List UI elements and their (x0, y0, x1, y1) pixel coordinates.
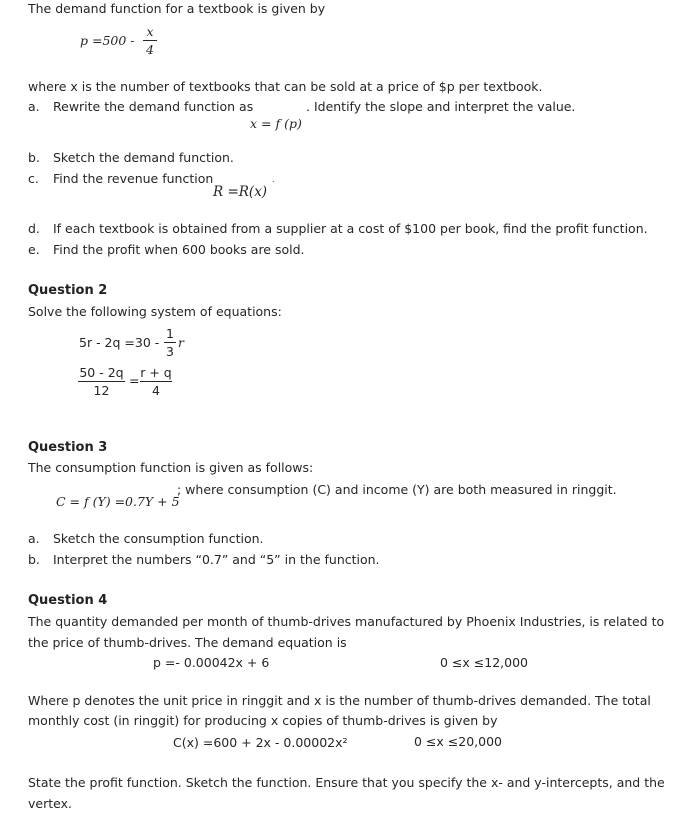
q3-consumption-equation: C = f (Y) =0.7Y + 5 (56, 494, 180, 509)
q1-a-label: a. (28, 99, 40, 114)
q1-e-label: e. (28, 242, 40, 257)
q2-eq2-right-denominator: 4 (152, 383, 160, 398)
q4-para1-line1: The quantity demanded per month of thumb-drives manufactured by Phoenix Industries, is related to (28, 614, 665, 629)
q1-where-text: where x is the number of textbooks that can be sold at a price of $p per textbook. (28, 79, 543, 94)
q4-demand-domain: 0 ≤x ≤12,000 (440, 655, 528, 670)
q1-a-math: x = f (p) (250, 116, 302, 131)
q2-eq2-right-fraction (140, 365, 172, 398)
q3-heading: Question 3 (28, 440, 108, 455)
q2-eq2-equals: = (129, 373, 140, 388)
q3-intro: The consumption function is given as follows: (28, 460, 314, 475)
q2-eq1-denominator: 3 (166, 344, 174, 359)
q4-heading: Question 4 (28, 593, 108, 608)
q1-intro: The demand function for a textbook is given by (28, 1, 326, 16)
q4-para3-line1: State the profit function. Sketch the function. Ensure that you specify the x- and y-intercepts, and the (28, 775, 665, 790)
q1-d-text: If each textbook is obtained from a supplier at a cost of $100 per book, find the profit function. (53, 221, 648, 236)
q3-equation-suffix: ; where consumption (C) and income (Y) are both measured in ringgit. (177, 482, 617, 497)
q2-eq2-left-fraction (78, 365, 125, 398)
q2-eq1-fraction (164, 326, 176, 359)
q3-b-text: Interpret the numbers “0.7” and “5” in the function. (53, 552, 380, 567)
q1-demand-lhs: p =500 - (80, 33, 135, 48)
q2-eq1-rhs: r (178, 335, 184, 350)
q2-eq1-lhs: 5r - 2q =30 - (79, 335, 160, 350)
q2-intro: Solve the following system of equations: (28, 304, 282, 319)
q1-b-text: Sketch the demand function. (53, 150, 234, 165)
q4-para2-line1: Where p denotes the unit price in ringgit and x is the number of thumb-drives demanded. The total (28, 693, 651, 708)
q1-fraction-denominator: 4 (146, 42, 154, 57)
q4-cost-equation: C(x) =600 + 2x - 0.00002x² (173, 735, 348, 750)
q1-a-text-2: . Identify the slope and interpret the value. (306, 99, 576, 114)
q4-demand-equation: p =- 0.00042x + 6 (153, 655, 270, 670)
q4-cost-domain: 0 ≤x ≤20,000 (414, 734, 502, 749)
q3-a-text: Sketch the consumption function. (53, 531, 264, 546)
q1-c-label: c. (28, 171, 39, 186)
q1-c-text: Find the revenue function (53, 171, 214, 186)
q1-d-label: d. (28, 221, 40, 236)
q1-c-math: R =R(x) (213, 184, 268, 200)
q2-eq1-numerator: 1 (166, 326, 174, 341)
q1-fraction-numerator: x (146, 24, 154, 39)
q2-heading: Question 2 (28, 283, 108, 298)
q2-eq2-left-denominator: 12 (93, 383, 110, 398)
q1-b-label: b. (28, 150, 40, 165)
q4-para2-line2: monthly cost (in ringgit) for producing x copies of thumb-drives is given by (28, 713, 498, 728)
q1-a-text: Rewrite the demand function as (53, 99, 254, 114)
q2-eq2-left-numerator: 50 - 2q (79, 365, 124, 380)
q4-para3-line2: vertex. (28, 796, 72, 811)
q2-eq2-right-numerator: r + q (140, 365, 172, 380)
q1-e-text: Find the profit when 600 books are sold. (53, 242, 305, 257)
q4-para1-line2: the price of thumb-drives. The demand equation is (28, 635, 347, 650)
q1-c-mark: . (272, 175, 275, 184)
q3-b-label: b. (28, 552, 40, 567)
q3-a-label: a. (28, 531, 40, 546)
q1-demand-fraction (143, 24, 157, 57)
